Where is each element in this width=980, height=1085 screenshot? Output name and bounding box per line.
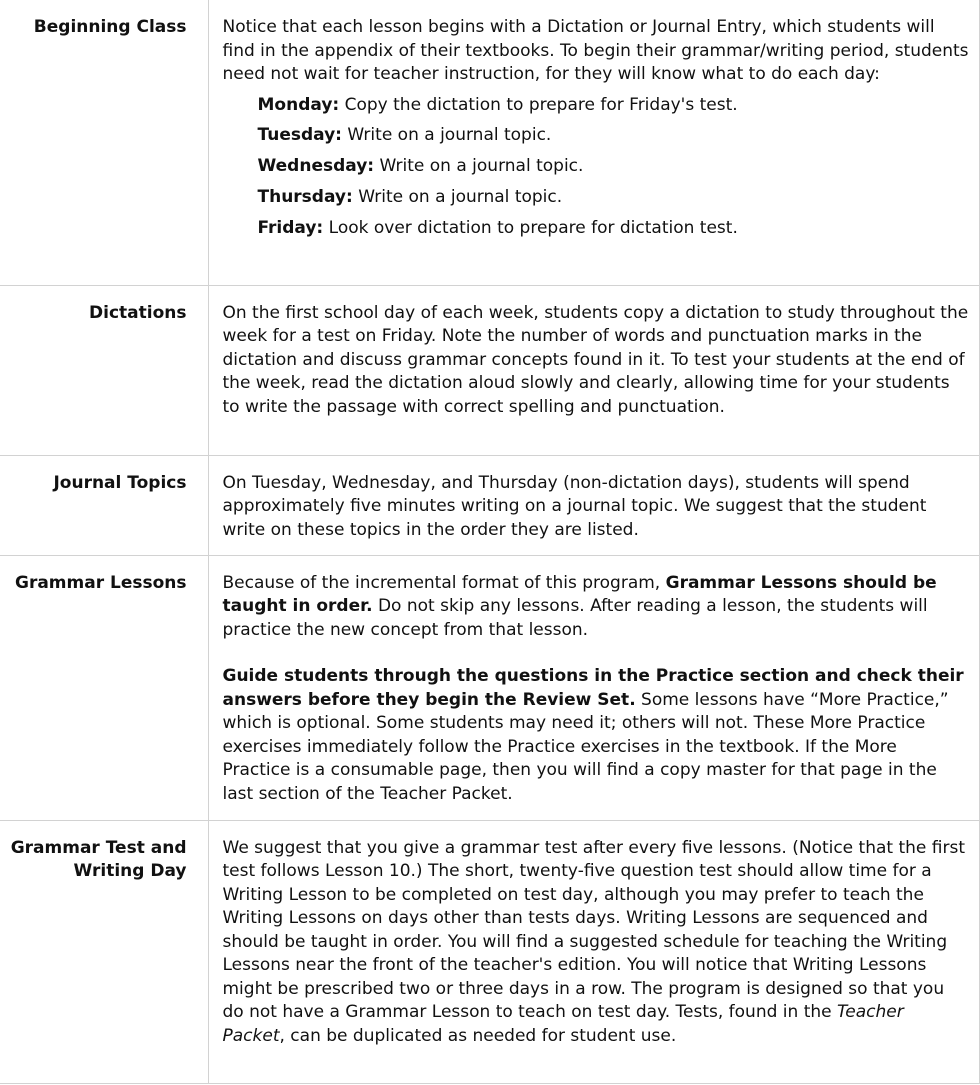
row-label: Grammar Test and Writing Day [0,820,208,1083]
row-content [208,555,980,820]
text-run: Some lessons have “More Practice,” which is optional. Some students may need it; others will not. These More Practice exercises immediately follow the Practice exercises in the textbook. If the More Practice is a consumable page, then you will find a copy master for that page in the last section of the Teacher Packet. [222,689,949,804]
text-run: Because of the incremental format of this program, [222,572,666,593]
day-task: Copy the dictation to prepare for Friday's test. [344,94,738,115]
schedule-item-wednesday [258,155,970,179]
schedule-item-tuesday [258,124,970,148]
table-row-grammar-lessons [0,555,980,820]
row-label: Grammar Lessons [0,555,208,820]
row-label: Beginning Class [0,0,208,285]
daily-schedule-list [258,94,970,241]
emphasis-text: Guide students through the questions in the Practice section and check their answers before they begin the Review Set. [222,666,964,710]
table-row-grammar-test [0,820,980,1083]
schedule-item-friday [258,217,970,241]
journal-topics-text: On Tuesday, Wednesday, and Thursday (non-dictation days), students will spend approximately five minutes writing on a journal topic. We suggest that the student write on these topics in the order they are listed. [222,472,927,540]
grammar-lessons-paragraph-1 [223,572,970,643]
emphasis-text: Grammar Lessons should be taught in order. [222,572,937,616]
day-name: Thursday: [257,186,353,207]
schedule-item-monday [258,94,970,118]
grammar-lessons-paragraph-2 [223,665,970,806]
table-row-journal-topics [0,455,980,555]
row-label: Journal Topics [0,455,208,555]
day-name: Monday: [257,94,340,115]
text-run: We suggest that you give a grammar test after every five lessons. (Notice that the first test follows Lesson 10.) The short, twenty-five question test should allow time for a Writing Lesson to be completed on test day, although you may prefer to teach the Writing Lessons on days other than tests days. Writing Lessons are sequenced and should be taught in order. You will find a suggested schedule for teaching the Writing Lessons near the front of the teacher's edition. You will notice that Writing Lessons might be prescribed two or three days in a row. The program is designed so that you do not have a Grammar Lesson to teach on test day. Tests, found in the [222,837,965,1022]
row-content [208,820,980,1083]
grammar-test-text [223,837,970,1049]
row-content [208,285,980,455]
row-label: Dictations [0,285,208,455]
schedule-item-thursday [258,186,970,210]
row-content [208,455,980,555]
italic-text: Teacher Packet [222,1002,904,1046]
day-task: Write on a journal topic. [347,125,552,146]
day-name: Friday: [257,217,324,238]
day-name: Wednesday: [257,156,375,177]
text-run: , can be duplicated as needed for student use. [279,1025,677,1046]
day-name: Tuesday: [257,125,342,146]
day-task: Look over dictation to prepare for dictation test. [328,217,738,238]
day-task: Write on a journal topic. [379,156,584,177]
table-row-beginning-class [0,0,980,285]
dictations-text: On the first school day of each week, students copy a dictation to study throughout the week for a test on Friday. Note the number of words and punctuation marks in the dictation and discuss grammar concepts found in it. To test your students at the end of the week, read the dictation aloud slowly and clearly, allowing time for your students to write the passage with correct spelling and punctuation. [222,302,969,417]
table-row-dictations [0,285,980,455]
text-run: Do not skip any lessons. After reading a lesson, the students will practice the new concept from that lesson. [222,596,928,640]
beginning-class-intro: Notice that each lesson begins with a Dictation or Journal Entry, which students will find in the appendix of their textbooks. To begin their grammar/writing period, students need not wait for teacher instruction, for they will know what to do each day: [222,17,969,84]
day-task: Write on a journal topic. [358,186,563,207]
row-content [208,0,980,285]
